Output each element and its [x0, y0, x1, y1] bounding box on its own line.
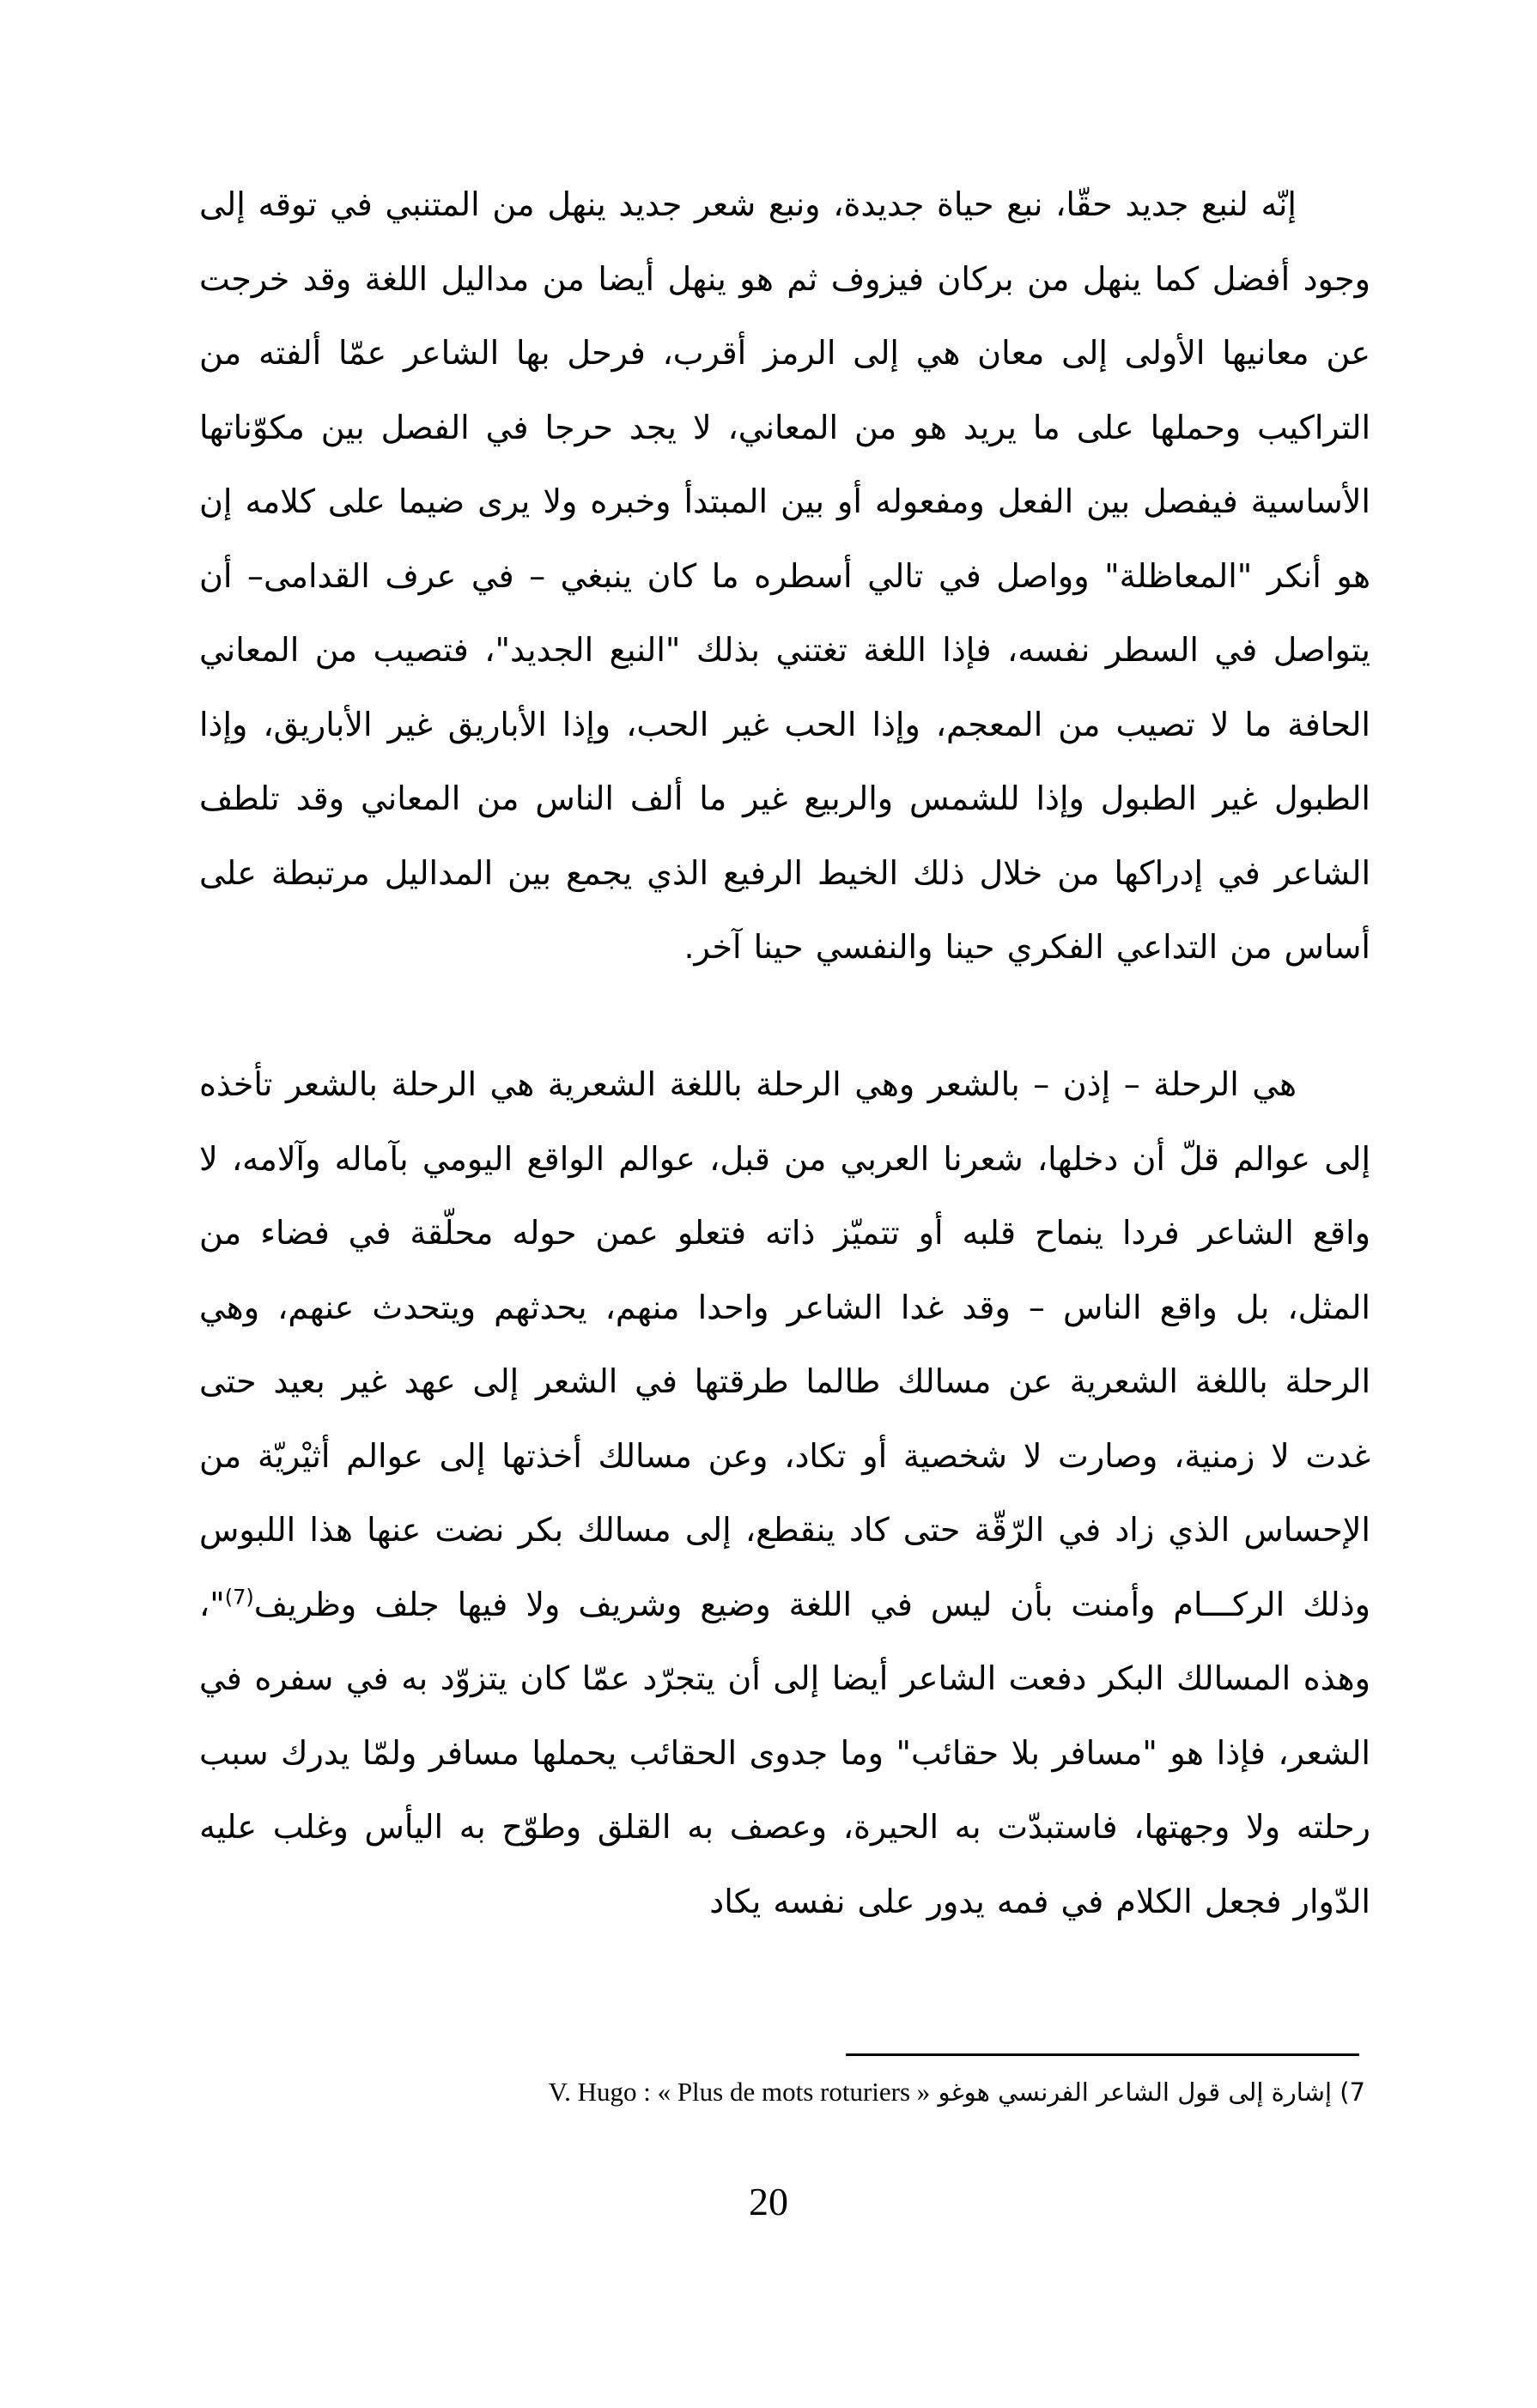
footnote-divider — [846, 2053, 1359, 2056]
page-number: 20 — [749, 2180, 788, 2223]
paragraph-2 — [199, 1047, 1370, 1938]
footnote-latin-quote: V. Hugo : « Plus de mots roturiers » — [548, 2077, 931, 2107]
paragraph-1: إنّه لنبع جديد حقّا، نبع حياة جديدة، ونبع شعر جديد ينهل من المتنبي في توقه إلى وجود أفضل كما ينهل من بركان فيزوف ثم هو ينهل أيضا من مداليل اللغة وقد خرجت عن معانيها الأولى إلى معان هي إلى الرمز أقرب، فرحل بها الشاعر عمّا ألفته من التراكيب وحملها على ما يريد هو من المعاني، لا يجد حرجا في الفصل بين مكوّناتها الأساسية فيفصل بين الفعل ومفعوله أو بين المبتدأ وخبره ولا يرى ضيما على كلامه إن هو أنكر "المعاظلة" وواصل في تالي أسطره ما كان ينبغي – في عرف القدامى– أن يتواصل في السطر نفسه، فإذا اللغة تغتني بذلك "النبع الجديد"، فتصيب من المعاني الحافة ما لا تصيب من المعجم، وإذا الحب غير الحب، وإذا الأباريق غير الأباريق، وإذا الطبول غير الطبول وإذا للشمس والربيع غير ما ألف الناس من المعاني وقد تلطف الشاعر في إدراكها من خلال ذلك الخيط الرفيع الذي يجمع بين المداليل مرتبطة على أساس من التداعي الفكري حينا والنفسي حينا آخر. — [199, 185, 1370, 966]
footnote-number: 7) — [1340, 2077, 1365, 2107]
paragraph-2-text-start: هي الرحلة – إذن – بالشعر وهي الرحلة باللغة الشعرية هي الرحلة بالشعر تأخذه إلى عوالم قلّ أن دخلها، شعرنا العربي من قبل، عوالم الواقع اليومي بآماله وآلامه، لا واقع الشاعر فردا ينماح قلبه أو تتميّز ذاته فتعلو عمن حوله محلّقة في فضاء من المثل، بل واقع الناس – وقد غدا الشاعر واحدا منهم، يحدثهم ويتحدث عنهم، وهي الرحلة باللغة الشعرية عن مسالك طالما طرقتها في الشعر إلى عهد غير بعيد حتى غدت لا زمنية، وصارت لا شخصية أو تكاد، وعن مسالك أخذتها إلى عوالم أثيْريّة من الإحساس الذي زاد في الرّقّة حتى كاد ينقطع، إلى مسالك بكر نضت عنها هذا اللبوس وذلك الركـــام وأمنت بأن ليس في اللغة وضيع وشريف ولا فيها جلف وظريف — [199, 1065, 1370, 1623]
paragraph-2-text-end: "، وهذه المسالك البكر دفعت الشاعر أيضا إلى أن يتجرّد عمّا كان يتزوّد به في سفره في الشعر، فإذا هو "مسافر بلا حقائب" وما جدوى الحقائب يحملها مسافر ولمّا يدرك سبب رحلته ولا وجهتها، فاستبدّت به الحيرة، وعصف به القلق وطوّح به اليأس وغلب عليه الدّوار فجعل الكلام في فمه يدور على نفسه يكاد — [199, 1585, 1370, 1920]
footnote-reference: (7) — [224, 1584, 254, 1609]
footnote — [199, 2073, 1365, 2111]
footnote-arabic-text: إشارة إلى قول الشاعر الفرنسي هوغو — [938, 2077, 1332, 2107]
